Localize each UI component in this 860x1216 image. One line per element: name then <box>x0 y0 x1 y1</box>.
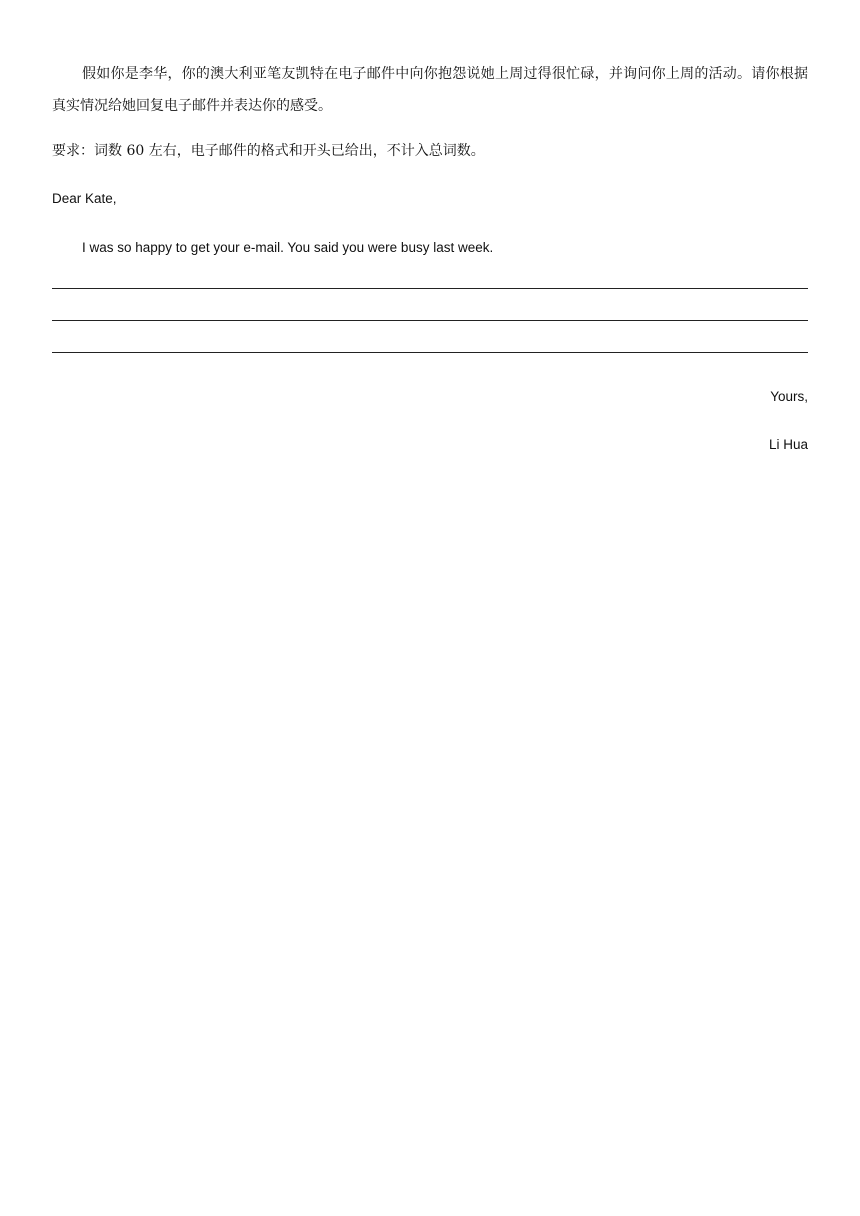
answer-line-3 <box>52 352 808 353</box>
writing-prompt: 假如你是李华，你的澳大利亚笔友凯特在电子邮件中向你抱怨说她上周过得很忙碌，并询问你上周的活动。请你根据真实情况给她回复电子邮件并表达你的感受。 <box>52 66 808 114</box>
email-greeting: Dear Kate, <box>52 191 117 206</box>
answer-line-1 <box>52 288 808 289</box>
email-signature: Li Hua <box>768 437 808 452</box>
email-closing: Yours, <box>770 389 808 404</box>
writing-requirement: 要求：词数 60 左右，电子邮件的格式和开头已给出，不计入总词数。 <box>52 143 485 159</box>
email-opening-sentence: I was so happy to get your e-mail. You said you were busy last week. <box>82 240 494 255</box>
answer-line-2 <box>52 320 808 321</box>
